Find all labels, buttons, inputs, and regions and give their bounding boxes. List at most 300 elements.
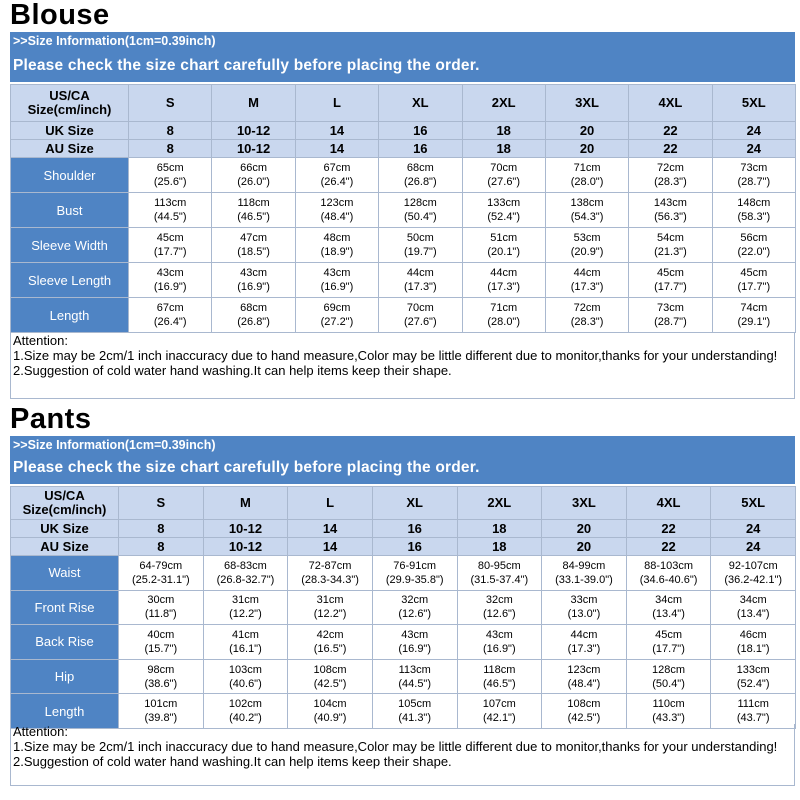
blouse-measure-row [11, 228, 796, 263]
pants-inch-value: (31.5-37.4") [470, 573, 529, 586]
blouse-cm-value: 43cm [323, 267, 351, 279]
pants-uk-size-cell: 10-12 [203, 520, 288, 538]
blouse-measure-cell [545, 193, 628, 228]
pants-measure-cell [119, 556, 204, 591]
pants-measure-cell [203, 556, 288, 591]
pants-inch-value: (12.2") [229, 608, 262, 621]
pants-inch-value: (43.3") [652, 712, 685, 725]
blouse-size-table [10, 84, 796, 333]
pants-cm-value: 101cm [144, 698, 178, 711]
blouse-cm-value: 118cm [237, 197, 270, 209]
blouse-us-size-cell: 5XL [712, 85, 795, 122]
pants-cm-value: 46cm [739, 628, 767, 641]
blouse-inch-value: (16.9") [153, 281, 187, 293]
blouse-inch-value: (44.5") [153, 211, 187, 223]
pants-uk-size-cell: 22 [626, 520, 711, 538]
blouse-inch-value: (46.5") [237, 211, 270, 223]
blouse-au-size-cell: 20 [545, 140, 628, 158]
pants-banner-size-info: >>Size Information(1cm=0.39inch) [13, 438, 216, 452]
pants-measure-cell [457, 556, 542, 591]
pants-inch-value: (13.4") [652, 608, 685, 621]
pants-inch-value: (42.5") [313, 677, 347, 690]
blouse-measure-cell [462, 263, 545, 298]
blouse-au-size-cell: 18 [462, 140, 545, 158]
pants-au-size-cell: 24 [711, 538, 796, 556]
blouse-us-size-cell: 2XL [462, 85, 545, 122]
blouse-us-size-cell: S [129, 85, 212, 122]
blouse-attention-notes [10, 333, 795, 399]
blouse-cm-value: 123cm [320, 197, 354, 209]
blouse-inch-value: (26.0") [237, 176, 270, 188]
blouse-note-line: 1.Size may be 2cm/1 inch inaccuracy due to hand measure,Color may be little different due to monitor,thanks for your understanding! [13, 348, 778, 363]
pants-inch-value: (16.5") [313, 642, 347, 655]
pants-uk-size-cell: 20 [542, 520, 627, 538]
pants-inch-value: (39.8") [144, 712, 178, 725]
blouse-au-size-cell: 22 [629, 140, 712, 158]
pants-inch-value: (15.7") [144, 642, 178, 655]
blouse-measure-cell [295, 228, 378, 263]
pants-us-size-cell: L [288, 487, 373, 520]
blouse-cm-value: 68cm [406, 162, 434, 174]
pants-uk-size-cell: 8 [119, 520, 204, 538]
pants-uk-size-label: UK Size [11, 520, 119, 538]
blouse-measure-cell [712, 263, 795, 298]
pants-inch-value: (38.6") [144, 677, 178, 690]
blouse-inch-value: (18.5") [237, 246, 270, 258]
blouse-measure-cell [129, 298, 212, 333]
pants-uk-size-cell: 14 [288, 520, 373, 538]
blouse-cm-value: 148cm [737, 197, 771, 209]
pants-cm-value: 72-87cm [308, 559, 352, 572]
pants-inch-value: (25.2-31.1") [131, 573, 190, 586]
pants-cm-value: 110cm [652, 698, 685, 711]
blouse-measure-cell [629, 263, 712, 298]
pants-inch-value: (11.8") [144, 608, 177, 621]
blouse-measure-cell [462, 298, 545, 333]
blouse-us-size-cell: M [212, 85, 295, 122]
blouse-cm-value: 72cm [656, 162, 684, 174]
blouse-cm-value: 138cm [570, 197, 604, 209]
blouse-measure-cell [379, 158, 462, 193]
pants-cm-value: 88-103cm [644, 559, 694, 572]
blouse-inch-value: (16.9") [237, 281, 270, 293]
pants-measure-cell [542, 590, 627, 625]
blouse-inch-value: (48.4") [320, 211, 354, 223]
blouse-measure-cell [712, 158, 795, 193]
pants-measure-label [11, 659, 119, 694]
pants-uk-size-cell: 18 [457, 520, 542, 538]
pants-cm-value: 34cm [655, 594, 683, 607]
pants-measure-cell [711, 590, 796, 625]
pants-measure-cell [119, 625, 204, 660]
blouse-cm-value: 70cm [406, 302, 434, 314]
pants-inch-value: (46.5") [482, 677, 516, 690]
pants-cm-value: 45cm [655, 628, 683, 641]
pants-measure-cell [288, 556, 373, 591]
pants-us-size-cell: 5XL [711, 487, 796, 520]
blouse-cm-value: 69cm [323, 302, 351, 314]
pants-measure-cell [542, 659, 627, 694]
pants-inch-value: (42.5") [567, 712, 601, 725]
pants-measure-cell [542, 625, 627, 660]
blouse-inch-value: (58.3") [737, 211, 771, 223]
pants-measure-cell [372, 625, 457, 660]
blouse-cm-value: 72cm [573, 302, 601, 314]
pants-cm-value: 108cm [567, 698, 601, 711]
pants-measure-cell [372, 556, 457, 591]
pants-inch-value: (28.3-34.3") [301, 573, 359, 586]
blouse-inch-value: (28.7") [654, 316, 687, 328]
blouse-inch-value: (29.1") [737, 316, 771, 328]
blouse-us-size-cell: XL [379, 85, 462, 122]
pants-size-table [10, 486, 796, 729]
blouse-note-line: Attention: [13, 333, 68, 348]
blouse-inch-value: (26.4") [153, 316, 187, 328]
blouse-uk-size-cell: 10-12 [212, 122, 295, 140]
blouse-cm-value: 70cm [490, 162, 518, 174]
pants-cm-value: 107cm [482, 698, 516, 711]
blouse-banner-size-info: >>Size Information(1cm=0.39inch) [13, 34, 216, 48]
pants-note-line: 2.Suggestion of cold water hand washing.It can help items keep their shape. [13, 754, 452, 769]
pants-cm-value: 31cm [316, 594, 344, 607]
pants-cm-value: 68-83cm [224, 559, 267, 572]
blouse-cm-value: 45cm [656, 267, 684, 279]
blouse-measure-row [11, 193, 796, 228]
blouse-au-size-cell: 10-12 [212, 140, 295, 158]
blouse-cm-value: 47cm [240, 232, 268, 244]
pants-cm-value: 105cm [398, 698, 432, 711]
pants-measure-cell [457, 625, 542, 660]
pants-inch-value: (17.7") [652, 642, 685, 655]
blouse-inch-value: (28.7") [737, 176, 771, 188]
pants-measure-label-text: Length [44, 703, 85, 719]
pants-measure-cell [711, 659, 796, 694]
pants-inch-value: (33.1-39.0") [555, 573, 613, 586]
pants-inch-value: (12.6") [398, 608, 431, 621]
blouse-measure-cell [379, 193, 462, 228]
pants-us-size-cell: M [203, 487, 288, 520]
pants-measure-cell [288, 659, 373, 694]
pants-cm-value: 76-91cm [393, 559, 437, 572]
blouse-cm-value: 73cm [656, 302, 684, 314]
blouse-measure-cell [629, 298, 712, 333]
blouse-inch-value: (17.3") [403, 281, 437, 293]
blouse-au-size-label: AU Size [11, 140, 129, 158]
pants-measure-cell [457, 659, 542, 694]
blouse-inch-value: (19.7") [403, 246, 437, 258]
pants-inch-value: (50.4") [652, 677, 685, 690]
blouse-inch-value: (20.1") [487, 246, 520, 258]
blouse-us-size-cell: 3XL [545, 85, 628, 122]
blouse-measure-row [11, 158, 796, 193]
blouse-uk-size-cell: 22 [629, 122, 712, 140]
blouse-inch-value: (17.3") [570, 281, 604, 293]
blouse-measure-cell [379, 298, 462, 333]
blouse-us-size-cell: L [295, 85, 378, 122]
blouse-cm-value: 44cm [573, 267, 601, 279]
blouse-cm-value: 48cm [323, 232, 351, 244]
pants-measure-label [11, 625, 119, 660]
blouse-inch-value: (27.6") [403, 316, 437, 328]
pants-us-size-label: US/CA Size(cm/inch) [11, 487, 119, 520]
blouse-cm-value: 133cm [487, 197, 521, 209]
blouse-au-size-cell: 24 [712, 140, 795, 158]
pants-measure-cell [542, 556, 627, 591]
blouse-cm-value: 50cm [406, 232, 434, 244]
blouse-measure-label [11, 298, 129, 333]
pants-measure-label [11, 590, 119, 625]
pants-cm-value: 108cm [313, 663, 347, 676]
blouse-inch-value: (52.4") [487, 211, 520, 223]
pants-au-size-cell: 10-12 [203, 538, 288, 556]
pants-us-size-cell: XL [372, 487, 457, 520]
blouse-measure-cell [212, 193, 295, 228]
blouse-inch-value: (26.8") [237, 316, 270, 328]
blouse-inch-value: (56.3") [654, 211, 687, 223]
pants-inch-value: (42.1") [482, 712, 516, 725]
blouse-measure-cell [545, 158, 628, 193]
blouse-au-size-cell: 14 [295, 140, 378, 158]
pants-measure-row [11, 625, 796, 660]
blouse-measure-label-text: Sleeve Width [31, 237, 108, 253]
blouse-cm-value: 128cm [403, 197, 437, 209]
pants-measure-cell [203, 590, 288, 625]
blouse-inch-value: (28.0") [570, 176, 604, 188]
blouse-measure-label [11, 228, 129, 263]
pants-cm-value: 133cm [736, 663, 770, 676]
blouse-measure-cell [212, 298, 295, 333]
blouse-measure-cell [212, 228, 295, 263]
pants-title: Pants [10, 403, 92, 435]
blouse-measure-label [11, 263, 129, 298]
pants-cm-value: 84-99cm [562, 559, 606, 572]
blouse-uk-size-row [11, 122, 796, 140]
pants-cm-value: 42cm [316, 628, 344, 641]
pants-banner [10, 436, 795, 484]
blouse-inch-value: (26.4") [320, 176, 354, 188]
pants-cm-value: 44cm [570, 628, 598, 641]
blouse-us-size-row [11, 85, 796, 122]
blouse-measure-row [11, 298, 796, 333]
blouse-cm-value: 113cm [154, 197, 187, 209]
blouse-measure-label-text: Length [49, 307, 90, 323]
pants-inch-value: (13.4") [736, 608, 770, 621]
pants-note-line: Attention: [13, 724, 68, 739]
pants-inch-value: (36.2-42.1") [724, 573, 783, 586]
pants-cm-value: 128cm [652, 663, 686, 676]
pants-cm-value: 113cm [398, 663, 431, 676]
blouse-au-size-cell: 8 [129, 140, 212, 158]
pants-inch-value: (17.3") [567, 642, 601, 655]
blouse-measure-cell [629, 158, 712, 193]
blouse-measure-cell [129, 193, 212, 228]
pants-uk-size-row [11, 520, 796, 538]
blouse-cm-value: 71cm [490, 302, 518, 314]
pants-inch-value: (44.5") [398, 677, 431, 690]
blouse-measure-cell [545, 298, 628, 333]
blouse-measure-cell [295, 193, 378, 228]
blouse-measure-cell [295, 158, 378, 193]
blouse-measure-cell [545, 263, 628, 298]
blouse-measure-label [11, 158, 129, 193]
blouse-inch-value: (20.9") [570, 246, 604, 258]
blouse-measure-cell [712, 298, 795, 333]
pants-measure-cell [288, 625, 373, 660]
pants-cm-value: 31cm [231, 594, 259, 607]
pants-cm-value: 64-79cm [139, 559, 183, 572]
pants-inch-value: (40.6") [229, 677, 262, 690]
blouse-cm-value: 44cm [490, 267, 518, 279]
blouse-measure-cell [462, 228, 545, 263]
pants-cm-value: 111cm [737, 698, 769, 711]
pants-cm-value: 118cm [483, 663, 516, 676]
blouse-measure-cell [129, 158, 212, 193]
blouse-cm-value: 143cm [653, 197, 687, 209]
pants-measure-row [11, 659, 796, 694]
pants-measure-cell [119, 590, 204, 625]
pants-au-size-cell: 18 [457, 538, 542, 556]
pants-measure-cell [626, 659, 711, 694]
pants-cm-value: 33cm [570, 594, 598, 607]
pants-inch-value: (16.9") [398, 642, 431, 655]
pants-us-size-row [11, 487, 796, 520]
pants-inch-value: (12.2") [313, 608, 347, 621]
pants-measure-label-text: Waist [48, 565, 81, 581]
blouse-measure-cell [295, 298, 378, 333]
blouse-cm-value: 74cm [740, 302, 768, 314]
blouse-uk-size-cell: 16 [379, 122, 462, 140]
blouse-uk-size-label: UK Size [11, 122, 129, 140]
pants-measure-label-text: Hip [54, 669, 75, 685]
blouse-cm-value: 54cm [656, 232, 684, 244]
pants-measure-cell [203, 659, 288, 694]
pants-cm-value: 80-95cm [477, 559, 521, 572]
blouse-cm-value: 73cm [740, 162, 768, 174]
blouse-inch-value: (28.3") [570, 316, 604, 328]
blouse-inch-value: (27.6") [487, 176, 520, 188]
blouse-cm-value: 65cm [156, 162, 184, 174]
blouse-measure-cell [129, 228, 212, 263]
blouse-measure-cell [212, 158, 295, 193]
blouse-inch-value: (50.4") [403, 211, 437, 223]
blouse-inch-value: (17.7") [153, 246, 187, 258]
blouse-measure-label-text: Sleeve Length [27, 272, 112, 288]
blouse-title: Blouse [10, 0, 110, 31]
blouse-inch-value: (25.6") [153, 176, 187, 188]
pants-cm-value: 43cm [485, 628, 513, 641]
pants-measure-cell [626, 625, 711, 660]
pants-measure-label-text: Front Rise [34, 599, 95, 615]
pants-note-line: 1.Size may be 2cm/1 inch inaccuracy due to hand measure,Color may be little different due to monitor,thanks for your understanding! [13, 739, 778, 754]
pants-measure-row [11, 556, 796, 591]
pants-measure-cell [288, 590, 373, 625]
blouse-measure-cell [462, 158, 545, 193]
pants-inch-value: (40.2") [229, 712, 262, 725]
pants-cm-value: 41cm [231, 628, 259, 641]
blouse-inch-value: (22.0") [737, 246, 771, 258]
blouse-cm-value: 66cm [240, 162, 268, 174]
blouse-uk-size-cell: 18 [462, 122, 545, 140]
pants-au-size-row [11, 538, 796, 556]
pants-uk-size-cell: 24 [711, 520, 796, 538]
blouse-measure-cell [129, 263, 212, 298]
pants-measure-cell [372, 590, 457, 625]
pants-cm-value: 43cm [401, 628, 429, 641]
blouse-cm-value: 44cm [406, 267, 434, 279]
blouse-banner [10, 32, 795, 82]
blouse-inch-value: (28.3") [654, 176, 687, 188]
blouse-measure-cell [462, 193, 545, 228]
blouse-banner-check-note: Please check the size chart carefully before placing the order. [13, 57, 480, 74]
pants-cm-value: 102cm [228, 698, 262, 711]
blouse-cm-value: 45cm [740, 267, 768, 279]
blouse-cm-value: 53cm [573, 232, 601, 244]
blouse-cm-value: 67cm [323, 162, 351, 174]
pants-measure-cell [457, 590, 542, 625]
blouse-measure-cell [212, 263, 295, 298]
pants-au-size-label: AU Size [11, 538, 119, 556]
pants-measure-label [11, 556, 119, 591]
blouse-inch-value: (18.9") [320, 246, 354, 258]
pants-cm-value: 123cm [567, 663, 601, 676]
blouse-cm-value: 51cm [490, 232, 518, 244]
pants-measure-label-text: Back Rise [35, 634, 94, 650]
pants-cm-value: 98cm [147, 663, 175, 676]
pants-banner-check-note: Please check the size chart carefully before placing the order. [13, 459, 480, 476]
blouse-measure-cell [629, 228, 712, 263]
pants-cm-value: 34cm [739, 594, 767, 607]
blouse-measure-cell [712, 193, 795, 228]
blouse-measure-cell [379, 263, 462, 298]
pants-measure-cell [119, 659, 204, 694]
blouse-inch-value: (21.3") [654, 246, 687, 258]
pants-uk-size-cell: 16 [372, 520, 457, 538]
pants-cm-value: 103cm [228, 663, 262, 676]
pants-inch-value: (13.0") [567, 608, 601, 621]
pants-us-size-cell: 4XL [626, 487, 711, 520]
pants-measure-cell [626, 556, 711, 591]
blouse-inch-value: (27.2") [320, 316, 354, 328]
pants-inch-value: (48.4") [567, 677, 601, 690]
pants-measure-cell [626, 590, 711, 625]
pants-inch-value: (41.3") [398, 712, 431, 725]
pants-au-size-cell: 16 [372, 538, 457, 556]
pants-cm-value: 32cm [401, 594, 429, 607]
pants-cm-value: 92-107cm [728, 559, 778, 572]
blouse-cm-value: 68cm [240, 302, 268, 314]
blouse-cm-value: 43cm [156, 267, 184, 279]
pants-inch-value: (12.6") [482, 608, 516, 621]
blouse-cm-value: 71cm [573, 162, 601, 174]
pants-cm-value: 104cm [313, 698, 347, 711]
pants-au-size-cell: 20 [542, 538, 627, 556]
pants-au-size-cell: 8 [119, 538, 204, 556]
blouse-measure-label-text: Bust [56, 202, 83, 218]
blouse-cm-value: 56cm [740, 232, 768, 244]
blouse-measure-label [11, 193, 129, 228]
pants-inch-value: (29.9-35.8") [385, 573, 444, 586]
blouse-measure-label-text: Shoulder [43, 167, 96, 183]
blouse-cm-value: 67cm [156, 302, 184, 314]
blouse-inch-value: (54.3") [570, 211, 604, 223]
pants-inch-value: (52.4") [736, 677, 770, 690]
blouse-inch-value: (16.9") [320, 281, 354, 293]
blouse-uk-size-cell: 20 [545, 122, 628, 140]
blouse-cm-value: 43cm [240, 267, 268, 279]
blouse-us-size-label: US/CA Size(cm/inch) [11, 85, 129, 122]
pants-cm-value: 40cm [147, 628, 175, 641]
pants-cm-value: 32cm [485, 594, 513, 607]
